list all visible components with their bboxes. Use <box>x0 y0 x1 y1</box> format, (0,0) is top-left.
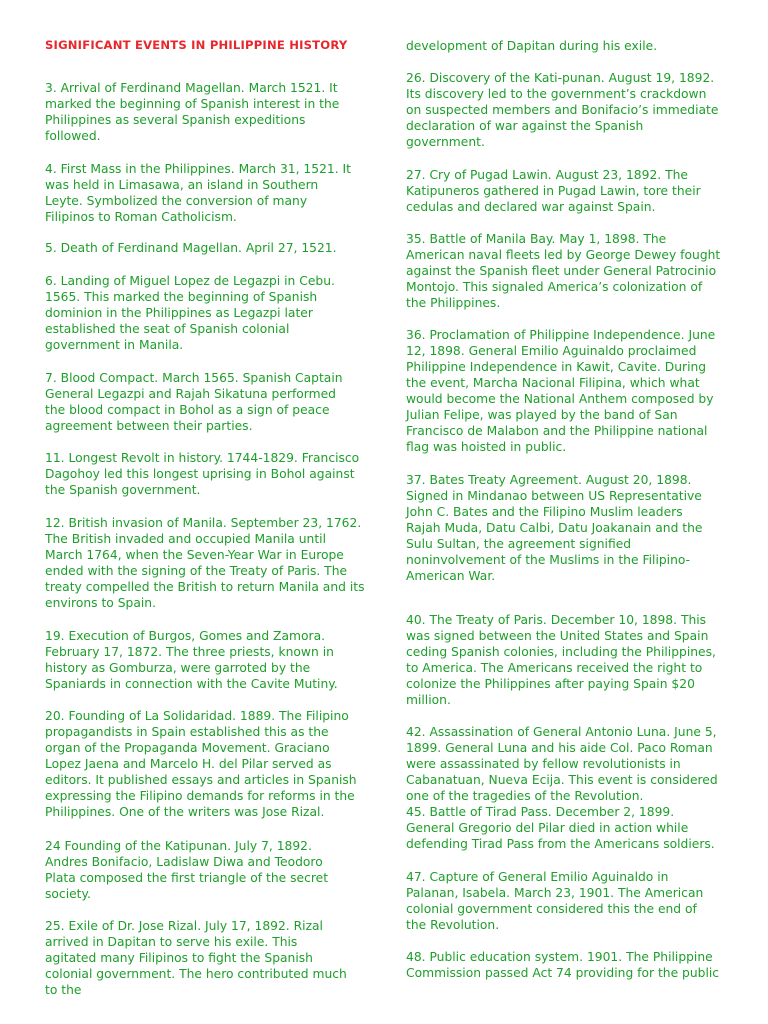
event-entry: 6. Landing of Miguel Lopez de Legazpi in Cebu. 1565. This marked the beginning of Spanish dominion in the Philippines as Legazpi later established the seat of Spanish colonial government in Manila. <box>45 274 335 352</box>
event-entry: 40. The Treaty of Paris. December 10, 1898. This was signed between the United States and Spain ceding Spanish colonies, including the Philippines, to America. The Americans received the right to colonize the Philippines after paying Spain $20 million. <box>406 613 716 707</box>
event-entry: 47. Capture of General Emilio Aguinaldo in Palanan, Isabela. March 23, 1901. The American colonial government considered this the end of the Revolution. <box>406 870 704 932</box>
event-entry: 20. Founding of La Solidaridad. 1889. The Filipino propagandists in Spain established this as the organ of the Propaganda Movement. Graciano Lopez Jaena and Marcelo H. del Pilar served as editors. It published essays and articles in Spanish expressing the Filipino demands for reforms in the Philippines. One of the writers was Jose Rizal. <box>45 709 357 819</box>
event-entry: 27. Cry of Pugad Lawin. August 23, 1892. The Katipuneros gathered in Pugad Lawin, tore their cedulas and declared war against Spain. <box>406 168 701 214</box>
event-entry: 42. Assassination of General Antonio Luna. June 5, 1899. General Luna and his aide Col. Paco Roman were assassinated by fellow revolutionists in Cabanatuan, Nueva Ecija. This event is considered one of the tragedies of the Revolution. <box>406 725 718 803</box>
event-entry: 37. Bates Treaty Agreement. August 20, 1898. Signed in Mindanao between US Representative John C. Bates and the Filipino Muslim leaders Rajah Muda, Datu Calbi, Datu Joakanain and the Sulu Sultan, the agreement signified noninvolvement of the Muslims in the Filipino-American War. <box>406 473 703 583</box>
event-entry: 12. British invasion of Manila. September 23, 1762. The British invaded and occupied Manila until March 1764, when the Seven-Year War in Europe ended with the signing of the Treaty of Paris. The treaty compelled the British to return Manila and its environs to Spain. <box>45 516 365 610</box>
event-entry: 19. Execution of Burgos, Gomes and Zamora. February 17, 1872. The three priests, known in history as Gomburza, were garroted by the Spaniards in connection with the Cavite Mutiny. <box>45 629 338 691</box>
event-entry: 36. Proclamation of Philippine Independence. June 12, 1898. General Emilio Aguinaldo proclaimed Philippine Independence in Kawit, Cavite. During the event, Marcha Nacional Filipina, which what would become the National Anthem composed by Julian Felipe, was played by the band of San Francisco de Malabon and the Philippine national flag was hoisted in public. <box>406 328 716 454</box>
event-entry: 3. Arrival of Ferdinand Magellan. March 1521. It marked the beginning of Spanish interest in the Philippines as several Spanish expeditions followed. <box>45 81 340 143</box>
document-title: SIGNIFICANT EVENTS IN PHILIPPINE HISTORY <box>45 38 348 52</box>
event-entry: 11. Longest Revolt in history. 1744-1829. Francisco Dagohoy led this longest uprising in Bohol against the Spanish government. <box>45 451 360 497</box>
event-entry: 45. Battle of Tirad Pass. December 2, 1899. General Gregorio del Pilar died in action while defending Tirad Pass from the Americans soldiers. <box>406 805 715 851</box>
event-entry: 48. Public education system. 1901. The Philippine Commission passed Act 74 providing for the public <box>406 950 720 980</box>
event-entry: 25. Exile of Dr. Jose Rizal. July 17, 1892. Rizal arrived in Dapitan to serve his exile. This agitated many Filipinos to fight the Spanish colonial government. The hero contributed much to the <box>45 919 347 997</box>
event-entry: development of Dapitan during his exile. <box>406 39 658 53</box>
event-entry: 26. Discovery of the Kati-punan. August 19, 1892. Its discovery led to the government’s crackdown on suspected members and Bonifacio’s immediate declaration of war against the Spanish government. <box>406 71 719 149</box>
event-entry: 5. Death of Ferdinand Magellan. April 27, 1521. <box>45 241 337 255</box>
event-entry: 7. Blood Compact. March 1565. Spanish Captain General Legazpi and Rajah Sikatuna performed the blood compact in Bohol as a sign of peace agreement between their parties. <box>45 371 343 433</box>
event-entry: 4. First Mass in the Philippines. March 31, 1521. It was held in Limasawa, an island in Southern Leyte. Symbolized the conversion of many Filipinos to Roman Catholicism. <box>45 162 351 224</box>
event-entry: 24 Founding of the Katipunan. July 7, 1892. Andres Bonifacio, Ladislaw Diwa and Teodoro Plata composed the first triangle of the secret society. <box>45 839 329 901</box>
event-entry: 35. Battle of Manila Bay. May 1, 1898. The American naval fleets led by George Dewey fought against the Spanish fleet under General Patrocinio Montojo. This signaled America’s colonization of the Philippines. <box>406 232 721 310</box>
